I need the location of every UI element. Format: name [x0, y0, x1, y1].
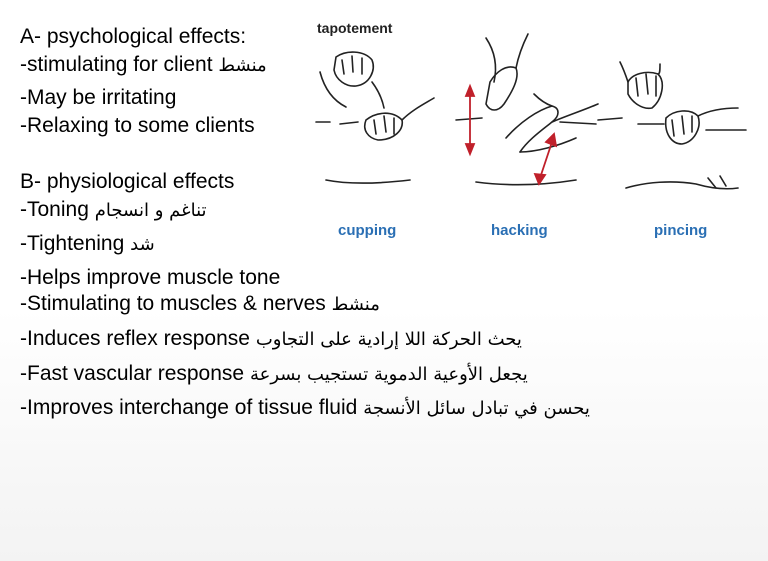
line-en: B- physiological effects — [20, 170, 235, 193]
arrow-diag-down-head — [535, 174, 545, 184]
bullet-relaxing — [20, 114, 255, 138]
caption-hacking: hacking — [491, 222, 548, 239]
bullet-toning — [20, 198, 207, 223]
line-en: -stimulating for client — [20, 53, 213, 76]
cupping-hands-drawing — [316, 52, 434, 183]
arrow-up-head — [466, 86, 474, 96]
line-ar: يجعل الأوعية الدموية تستجيب بسرعة — [249, 364, 528, 385]
bullet-vascular-response — [20, 362, 528, 387]
line-en: -Fast vascular response — [20, 362, 245, 385]
figure-title: tapotement — [317, 20, 393, 36]
bullet-tightening — [20, 232, 155, 257]
line-en: -Tightening — [20, 232, 125, 255]
caption-pincing: pincing — [654, 222, 708, 239]
line-en: -Improves interchange of tissue fluid — [20, 396, 358, 419]
heading-physiological-effects — [20, 170, 234, 194]
bullet-muscle-tone — [20, 266, 280, 290]
line-ar: منشط — [331, 294, 380, 315]
bullet-tissue-fluid — [20, 396, 590, 421]
caption-cupping: cupping — [338, 222, 397, 239]
line-en: -Helps improve muscle tone — [20, 266, 281, 289]
line-en: -Stimulating to muscles & nerves — [20, 292, 326, 315]
hacking-hands-drawing — [456, 34, 598, 185]
arrow-down-head — [466, 144, 474, 154]
bullet-may-be-irritating — [20, 86, 176, 110]
bullet-reflex-response — [20, 327, 522, 352]
bullet-stimulating-client — [20, 53, 267, 78]
heading-psychological-effects — [20, 25, 246, 49]
line-en: -May be irritating — [20, 86, 177, 109]
line-ar: منشط — [218, 55, 267, 76]
line-en: -Relaxing to some clients — [20, 114, 255, 137]
line-ar: تناغم و انسجام — [94, 200, 207, 221]
line-en: -Toning — [20, 198, 89, 221]
line-ar: شد — [130, 234, 155, 255]
arrow-diag-up-head — [546, 134, 556, 146]
diagonal-arrow-line — [540, 142, 552, 178]
line-ar: يحث الحركة اللا إرادية على التجاوب — [255, 329, 522, 350]
tapotement-figure — [306, 12, 752, 248]
pincing-hands-drawing — [598, 62, 746, 189]
tapotement-illustration — [306, 12, 752, 248]
line-en: A- psychological effects: — [20, 25, 247, 48]
line-ar: يحسن في تبادل سائل الأنسجة — [363, 398, 590, 419]
line-en: -Induces reflex response — [20, 327, 250, 350]
bullet-stimulating-muscles — [20, 292, 380, 317]
